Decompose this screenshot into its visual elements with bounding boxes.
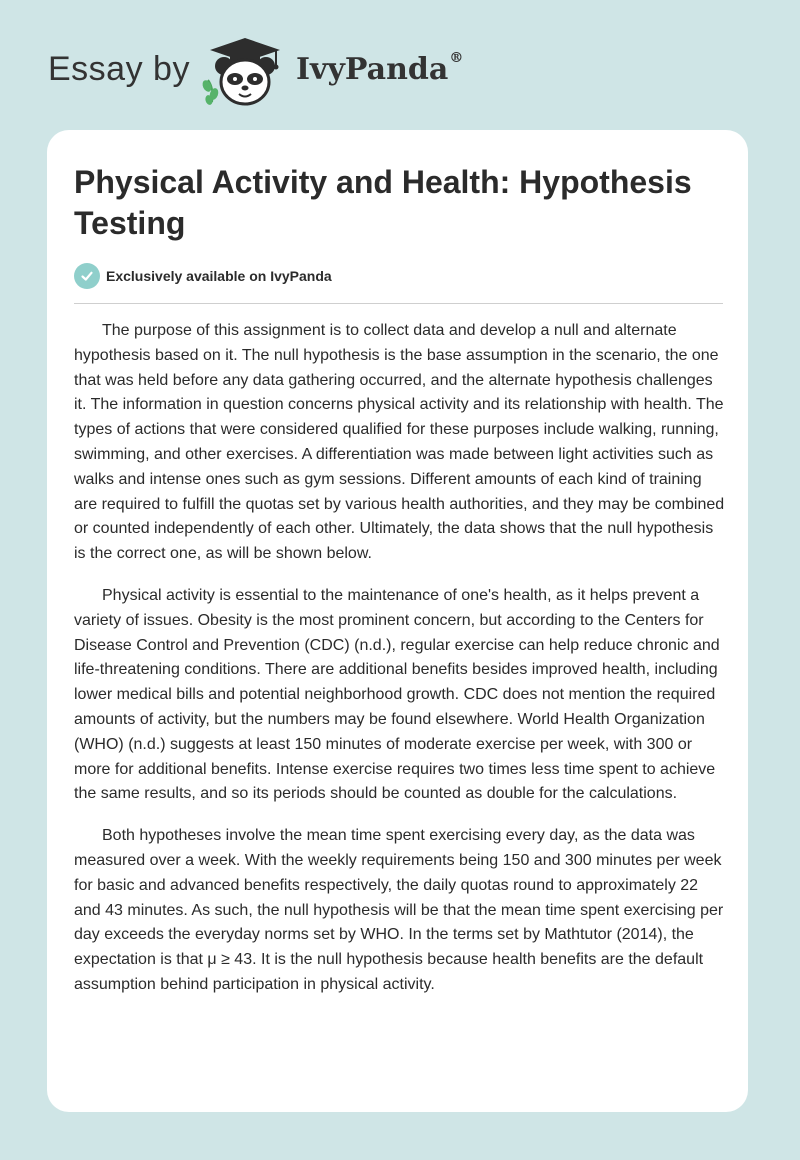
- essay-by-label: Essay by: [48, 50, 190, 88]
- exclusive-badge-label: Exclusively available on IvyPanda: [106, 268, 332, 284]
- site-header: [0, 0, 800, 120]
- brand-name[interactable]: IvyPanda®: [296, 50, 464, 87]
- divider: [74, 303, 723, 304]
- paragraph: The purpose of this assignment is to collect data and develop a null and alternate hypothesis based on it. The null hypothesis is the base assumption in the scenario, the one that was held before any data gathering occurred, and the alternate hypothesis challenges it. The information in question concerns physical activity and its relationship with health. The types of actions that were considered qualified for these purposes include walking, running, swimming, and other exercises. A differentiation was made between light activities such as walks and intense ones such as gym sessions. Different amounts of each kind of training are required to fulfill the quotas set by various health authorities, and they may be combined or counted independently of each other. Ultimately, the data shows that the null hypothesis is the correct one, as will be shown below.: [74, 322, 725, 563]
- paragraph: Both hypotheses involve the mean time spent exercising every day, as the data was measured over a week. With the weekly requirements being 150 and 300 minutes per week for basic and advanced benefits respectively, the daily quotas round to approximately 22 and 43 minutes. As such, the null hypothesis will be that the mean time spent exercising per day exceeds the everyday norms set by WHO. In the terms set by Mathtutor (2014), the expectation is that μ ≥ 43. It is the null hypothesis because health benefits are the default assumption behind participation in physical activity.: [74, 827, 724, 993]
- article-body: [74, 319, 726, 1015]
- exclusive-badge: [74, 263, 332, 289]
- panda-logo-icon: [200, 36, 290, 110]
- paragraph: Physical activity is essential to the maintenance of one's health, as it helps prevent a variety of issues. Obesity is the most prominent concern, but according to the Centers for Disease Control and Prevention (CDC) (n.d.), regular exercise can help reduce chronic and life-threatening conditions. There are additional benefits besides improved health, including lower medical bills and potential neighborhood growth. CDC does not mention the required amounts of activity, but the numbers may be found elsewhere. World Health Organization (WHO) (n.d.) suggests at least 150 minutes of moderate exercise per week, with 300 or more for additional benefits. Intense exercise requires two times less time spent to achieve the same results, and so its periods should be counted as double for the calculations.: [74, 586, 720, 803]
- article-card: [47, 130, 748, 1112]
- check-icon: [74, 263, 100, 289]
- article-title: Physical Activity and Health: Hypothesis Testing: [74, 164, 692, 241]
